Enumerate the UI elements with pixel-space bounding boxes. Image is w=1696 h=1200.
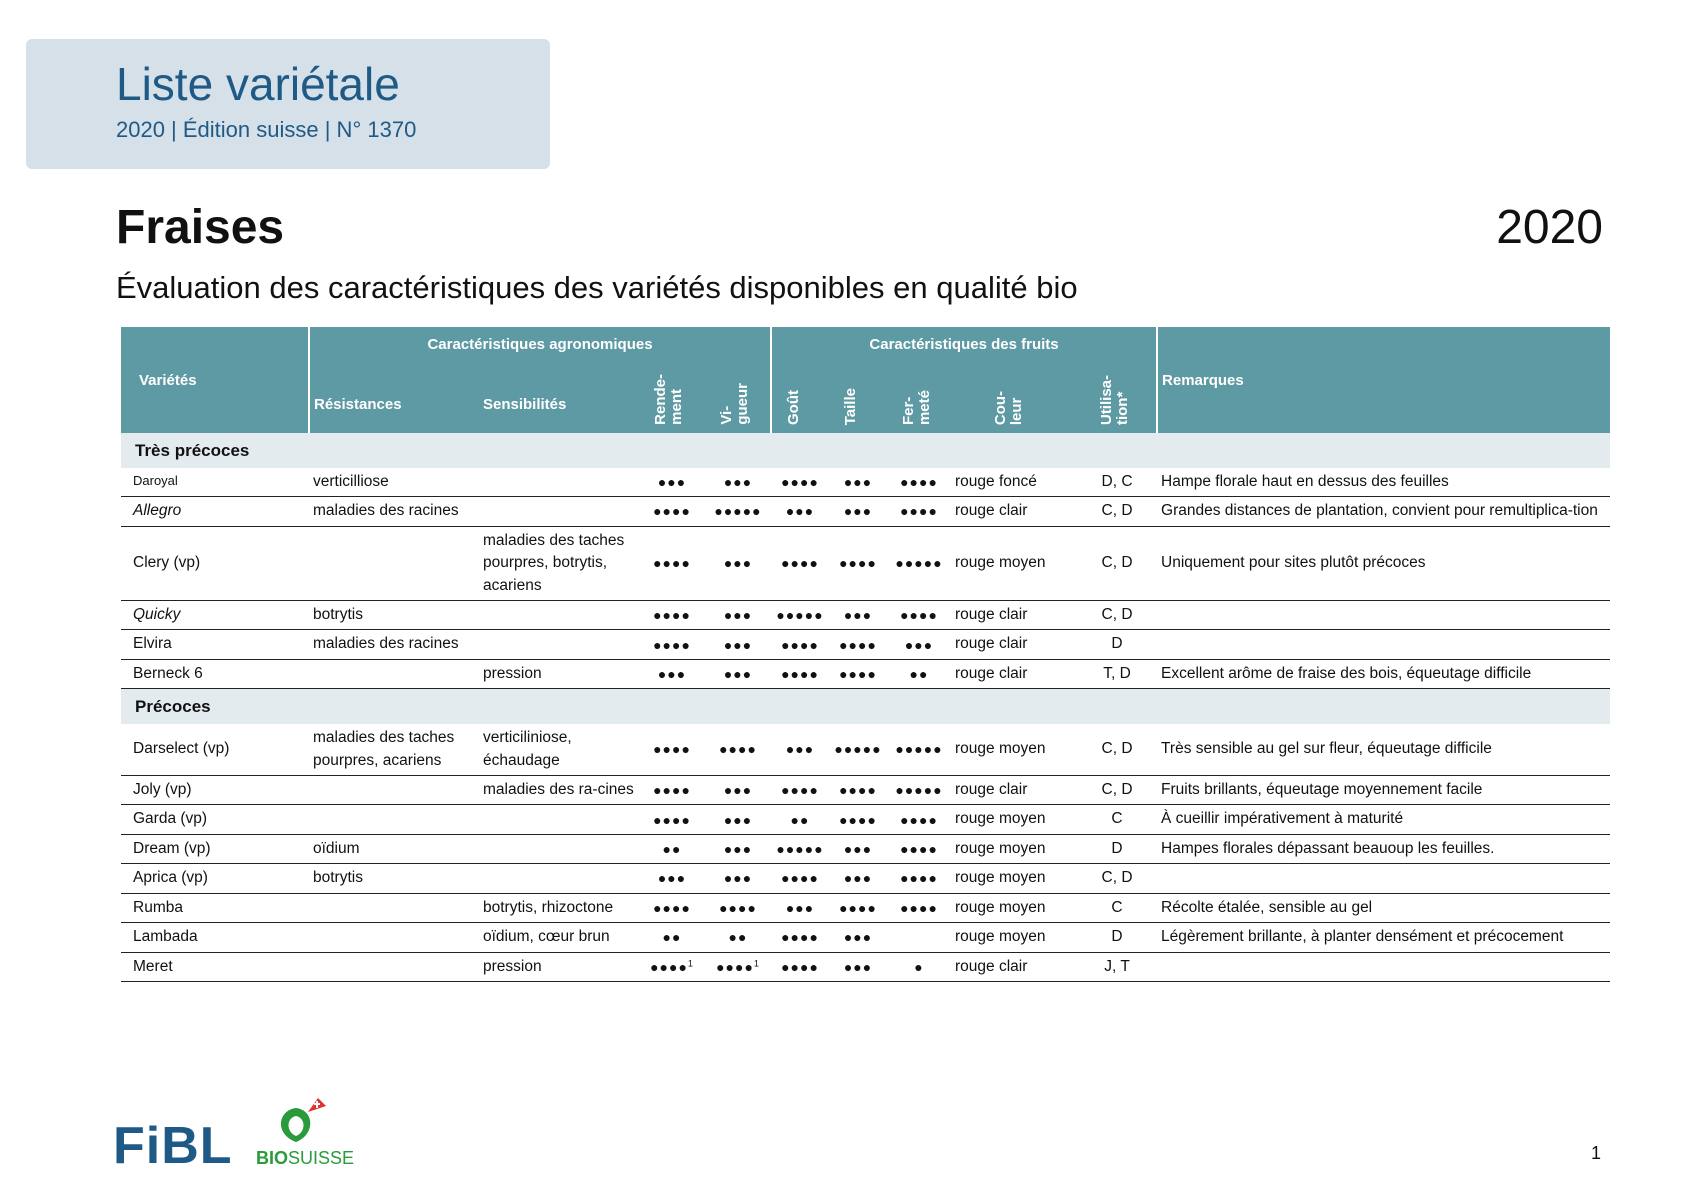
rendement-cell: ●●● <box>639 864 705 893</box>
header-vigueur: Vi- gueur <box>718 383 751 425</box>
sensibilites-cell: verticiliniose, échaudage <box>479 724 639 775</box>
remarques-cell: Légèrement brillante, à planter densément et précocement <box>1157 923 1610 952</box>
gout-cell: ●●●● <box>771 468 829 497</box>
document-year: 2020 <box>1496 201 1603 254</box>
footnote-marker: 1 <box>753 958 760 969</box>
remarques-cell: Fruits brillants, équeutage moyennement facile <box>1157 775 1610 804</box>
header-resistances: Résistances <box>309 361 479 433</box>
table-row <box>121 526 1610 600</box>
vigueur-cell: ●●● <box>705 600 771 629</box>
couleur-cell: rouge moyen <box>951 893 1077 922</box>
header-varietes: Variétés <box>121 327 309 433</box>
header-sensibilites: Sensibilités <box>479 361 639 433</box>
rendement-cell: ●●● <box>639 468 705 497</box>
vigueur-cell <box>705 952 771 981</box>
header-title: Liste variétale <box>116 58 400 110</box>
fermete-cell: ●●●● <box>887 805 951 834</box>
header-taille: Taille <box>842 387 860 425</box>
rendement-cell: ●●●● <box>639 630 705 659</box>
page-number: 1 <box>1591 1143 1602 1163</box>
rendement-cell <box>639 952 705 981</box>
category-row <box>121 689 1610 724</box>
resistances-cell: verticilliose <box>309 468 479 497</box>
header-fermete: Fer- meté <box>900 389 933 425</box>
gout-cell: ●●●● <box>771 630 829 659</box>
couleur-cell: rouge foncé <box>951 468 1077 497</box>
utilisation-cell: C <box>1077 805 1157 834</box>
vigueur-dots: ●●●● <box>716 958 754 975</box>
fermete-cell: ●●●●● <box>887 775 951 804</box>
sensibilites-cell: pression <box>479 952 639 981</box>
utilisation-cell: D <box>1077 923 1157 952</box>
gout-cell: ●●● <box>771 724 829 775</box>
biosuisse-logo <box>256 1090 356 1170</box>
table-row <box>121 600 1610 629</box>
taille-cell: ●●● <box>829 600 887 629</box>
fermete-cell <box>887 923 951 952</box>
vigueur-cell: ●●●● <box>705 724 771 775</box>
table-row <box>121 497 1610 526</box>
resistances-cell <box>309 893 479 922</box>
document-title: Fraises <box>116 201 285 254</box>
category-label: Précoces <box>121 689 1610 724</box>
couleur-cell: rouge clair <box>951 775 1077 804</box>
header-utilisation: Utilisa- tion* <box>1098 374 1131 425</box>
variety-name: Lambada <box>121 923 309 952</box>
utilisation-cell: C, D <box>1077 497 1157 526</box>
biosuisse-wordmark-suisse: SUISSE <box>288 1148 355 1168</box>
fermete-cell: ● <box>887 952 951 981</box>
taille-cell: ●●●● <box>829 805 887 834</box>
couleur-cell: rouge moyen <box>951 805 1077 834</box>
header-remarques: Remarques <box>1157 327 1610 433</box>
fermete-cell: ●●●●● <box>887 526 951 600</box>
rendement-cell: ●●●● <box>639 805 705 834</box>
vigueur-cell: ●●● <box>705 834 771 863</box>
biosuisse-wordmark <box>256 1148 354 1169</box>
resistances-cell <box>309 952 479 981</box>
couleur-cell: rouge clair <box>951 630 1077 659</box>
header-rendement: Rende- ment <box>652 374 685 425</box>
header-fruits: Caractéristiques des fruits <box>771 327 1157 361</box>
header-box <box>26 39 550 169</box>
utilisation-cell: C, D <box>1077 526 1157 600</box>
footnote-marker: 1 <box>687 958 694 969</box>
sensibilites-cell <box>479 600 639 629</box>
remarques-cell: Récolte étalée, sensible au gel <box>1157 893 1610 922</box>
biosuisse-wordmark-bio: BIO <box>256 1148 289 1168</box>
variety-name: Dream (vp) <box>121 834 309 863</box>
couleur-cell: rouge moyen <box>951 526 1077 600</box>
table-row <box>121 864 1610 893</box>
vigueur-cell: ●●● <box>705 805 771 834</box>
utilisation-cell: C, D <box>1077 724 1157 775</box>
table-row <box>121 893 1610 922</box>
variety-name: Berneck 6 <box>121 659 309 688</box>
fermete-cell: ●●●● <box>887 893 951 922</box>
gout-cell: ●●●●● <box>771 600 829 629</box>
fermete-cell: ●●●● <box>887 834 951 863</box>
document-subtitle: Évaluation des caractéristiques des variétés disponibles en qualité bio <box>116 270 1078 305</box>
remarques-cell: Hampe florale haut en dessus des feuilles <box>1157 468 1610 497</box>
taille-cell: ●●● <box>829 952 887 981</box>
variety-name: Clery (vp) <box>121 526 309 600</box>
resistances-cell: maladies des taches pourpres, acariens <box>309 724 479 775</box>
vigueur-cell: ●●● <box>705 468 771 497</box>
resistances-cell <box>309 775 479 804</box>
couleur-cell: rouge moyen <box>951 923 1077 952</box>
remarques-cell: Grandes distances de plantation, convient pour remultiplica-tion <box>1157 497 1610 526</box>
taille-cell: ●●● <box>829 923 887 952</box>
rendement-cell: ●●● <box>639 659 705 688</box>
rendement-cell: ●●●● <box>639 893 705 922</box>
couleur-cell: rouge clair <box>951 497 1077 526</box>
gout-cell: ●●●● <box>771 952 829 981</box>
gout-cell: ●●● <box>771 497 829 526</box>
category-row <box>121 433 1610 468</box>
remarques-cell <box>1157 600 1610 629</box>
variety-name: Elvira <box>121 630 309 659</box>
remarques-cell: Hampes florales dépassant beauoup les feuilles. <box>1157 834 1610 863</box>
utilisation-cell: C, D <box>1077 775 1157 804</box>
remarques-cell: Uniquement pour sites plutôt précoces <box>1157 526 1610 600</box>
vigueur-cell: ●●● <box>705 775 771 804</box>
vigueur-cell: ●● <box>705 923 771 952</box>
taille-cell: ●●●● <box>829 893 887 922</box>
variety-name: Garda (vp) <box>121 805 309 834</box>
fermete-cell: ●●● <box>887 630 951 659</box>
gout-cell: ●●●● <box>771 923 829 952</box>
rendement-cell: ●●●● <box>639 526 705 600</box>
table-row <box>121 630 1610 659</box>
taille-cell: ●●●● <box>829 526 887 600</box>
vigueur-cell: ●●● <box>705 864 771 893</box>
taille-cell: ●●● <box>829 468 887 497</box>
vigueur-cell: ●●●● <box>705 893 771 922</box>
rendement-cell: ●● <box>639 834 705 863</box>
couleur-cell: rouge clair <box>951 600 1077 629</box>
table-row <box>121 805 1610 834</box>
remarques-cell: Excellent arôme de fraise des bois, équeutage difficile <box>1157 659 1610 688</box>
rendement-cell: ●●●● <box>639 724 705 775</box>
couleur-cell: rouge moyen <box>951 834 1077 863</box>
variety-name: Darselect (vp) <box>121 724 309 775</box>
gout-cell: ●● <box>771 805 829 834</box>
remarques-cell <box>1157 864 1610 893</box>
taille-cell: ●●● <box>829 864 887 893</box>
sensibilites-cell <box>479 834 639 863</box>
remarques-cell: À cueillir impérativement à maturité <box>1157 805 1610 834</box>
gout-cell: ●●●● <box>771 526 829 600</box>
gout-cell: ●●●● <box>771 864 829 893</box>
table-row <box>121 724 1610 775</box>
fibl-logo: FiBL <box>113 1117 233 1175</box>
utilisation-cell: D <box>1077 630 1157 659</box>
sensibilites-cell: oïdium, cœur brun <box>479 923 639 952</box>
variety-name: Daroyal <box>121 468 309 497</box>
sensibilites-cell: botrytis, rhizoctone <box>479 893 639 922</box>
header-gout: Goût <box>785 390 803 425</box>
utilisation-cell: D <box>1077 834 1157 863</box>
rendement-cell: ●●●● <box>639 600 705 629</box>
taille-cell: ●●●● <box>829 630 887 659</box>
sensibilites-cell <box>479 630 639 659</box>
resistances-cell <box>309 659 479 688</box>
variety-name: Allegro <box>121 497 309 526</box>
gout-cell: ●●●● <box>771 775 829 804</box>
resistances-cell <box>309 923 479 952</box>
resistances-cell <box>309 526 479 600</box>
sensibilites-cell: pression <box>479 659 639 688</box>
gout-cell: ●●●●● <box>771 834 829 863</box>
fermete-cell: ●●●● <box>887 600 951 629</box>
resistances-cell: botrytis <box>309 864 479 893</box>
table-row <box>121 775 1610 804</box>
sensibilites-cell <box>479 805 639 834</box>
remarques-cell <box>1157 630 1610 659</box>
couleur-cell: rouge moyen <box>951 864 1077 893</box>
sensibilites-cell: maladies des ra-cines <box>479 775 639 804</box>
fermete-cell: ●● <box>887 659 951 688</box>
sensibilites-cell: maladies des taches pourpres, botrytis, acariens <box>479 526 639 600</box>
utilisation-cell: T, D <box>1077 659 1157 688</box>
rendement-cell: ●●●● <box>639 775 705 804</box>
rendement-cell: ●● <box>639 923 705 952</box>
fermete-cell: ●●●● <box>887 468 951 497</box>
table-row <box>121 659 1610 688</box>
variety-name: Quicky <box>121 600 309 629</box>
variety-name: Aprica (vp) <box>121 864 309 893</box>
fermete-cell: ●●●● <box>887 497 951 526</box>
couleur-cell: rouge clair <box>951 952 1077 981</box>
couleur-cell: rouge moyen <box>951 724 1077 775</box>
rendement-cell: ●●●● <box>639 497 705 526</box>
table-row <box>121 834 1610 863</box>
resistances-cell: oïdium <box>309 834 479 863</box>
fermete-cell: ●●●● <box>887 864 951 893</box>
utilisation-cell: C, D <box>1077 864 1157 893</box>
utilisation-cell: J, T <box>1077 952 1157 981</box>
gout-cell: ●●●● <box>771 659 829 688</box>
resistances-cell: botrytis <box>309 600 479 629</box>
utilisation-cell: C, D <box>1077 600 1157 629</box>
resistances-cell <box>309 805 479 834</box>
taille-cell: ●●●● <box>829 659 887 688</box>
fermete-cell: ●●●●● <box>887 724 951 775</box>
vigueur-cell: ●●● <box>705 630 771 659</box>
sensibilites-cell <box>479 864 639 893</box>
utilisation-cell: C <box>1077 893 1157 922</box>
utilisation-cell: D, C <box>1077 468 1157 497</box>
bud-icon <box>256 1090 356 1150</box>
header-subtitle: 2020 | Édition suisse | N° 1370 <box>116 117 417 142</box>
rendement-dots: ●●●● <box>650 958 688 975</box>
couleur-cell: rouge clair <box>951 659 1077 688</box>
header-agronomic: Caractéristiques agronomiques <box>309 327 771 361</box>
taille-cell: ●●● <box>829 834 887 863</box>
vigueur-cell: ●●●●● <box>705 497 771 526</box>
vigueur-cell: ●●● <box>705 659 771 688</box>
header-couleur: Cou- leur <box>992 390 1025 425</box>
sensibilites-cell <box>479 497 639 526</box>
remarques-cell: Très sensible au gel sur fleur, équeutage difficile <box>1157 724 1610 775</box>
variety-name: Joly (vp) <box>121 775 309 804</box>
taille-cell: ●●●● <box>829 775 887 804</box>
table-row <box>121 952 1610 981</box>
sensibilites-cell <box>479 468 639 497</box>
vigueur-cell: ●●● <box>705 526 771 600</box>
varieties-table <box>121 327 1610 982</box>
table-row <box>121 468 1610 497</box>
remarques-cell <box>1157 952 1610 981</box>
variety-name: Rumba <box>121 893 309 922</box>
taille-cell: ●●● <box>829 497 887 526</box>
resistances-cell: maladies des racines <box>309 497 479 526</box>
gout-cell: ●●● <box>771 893 829 922</box>
variety-name: Meret <box>121 952 309 981</box>
category-label: Très précoces <box>121 433 1610 468</box>
taille-cell: ●●●●● <box>829 724 887 775</box>
resistances-cell: maladies des racines <box>309 630 479 659</box>
table-row <box>121 923 1610 952</box>
